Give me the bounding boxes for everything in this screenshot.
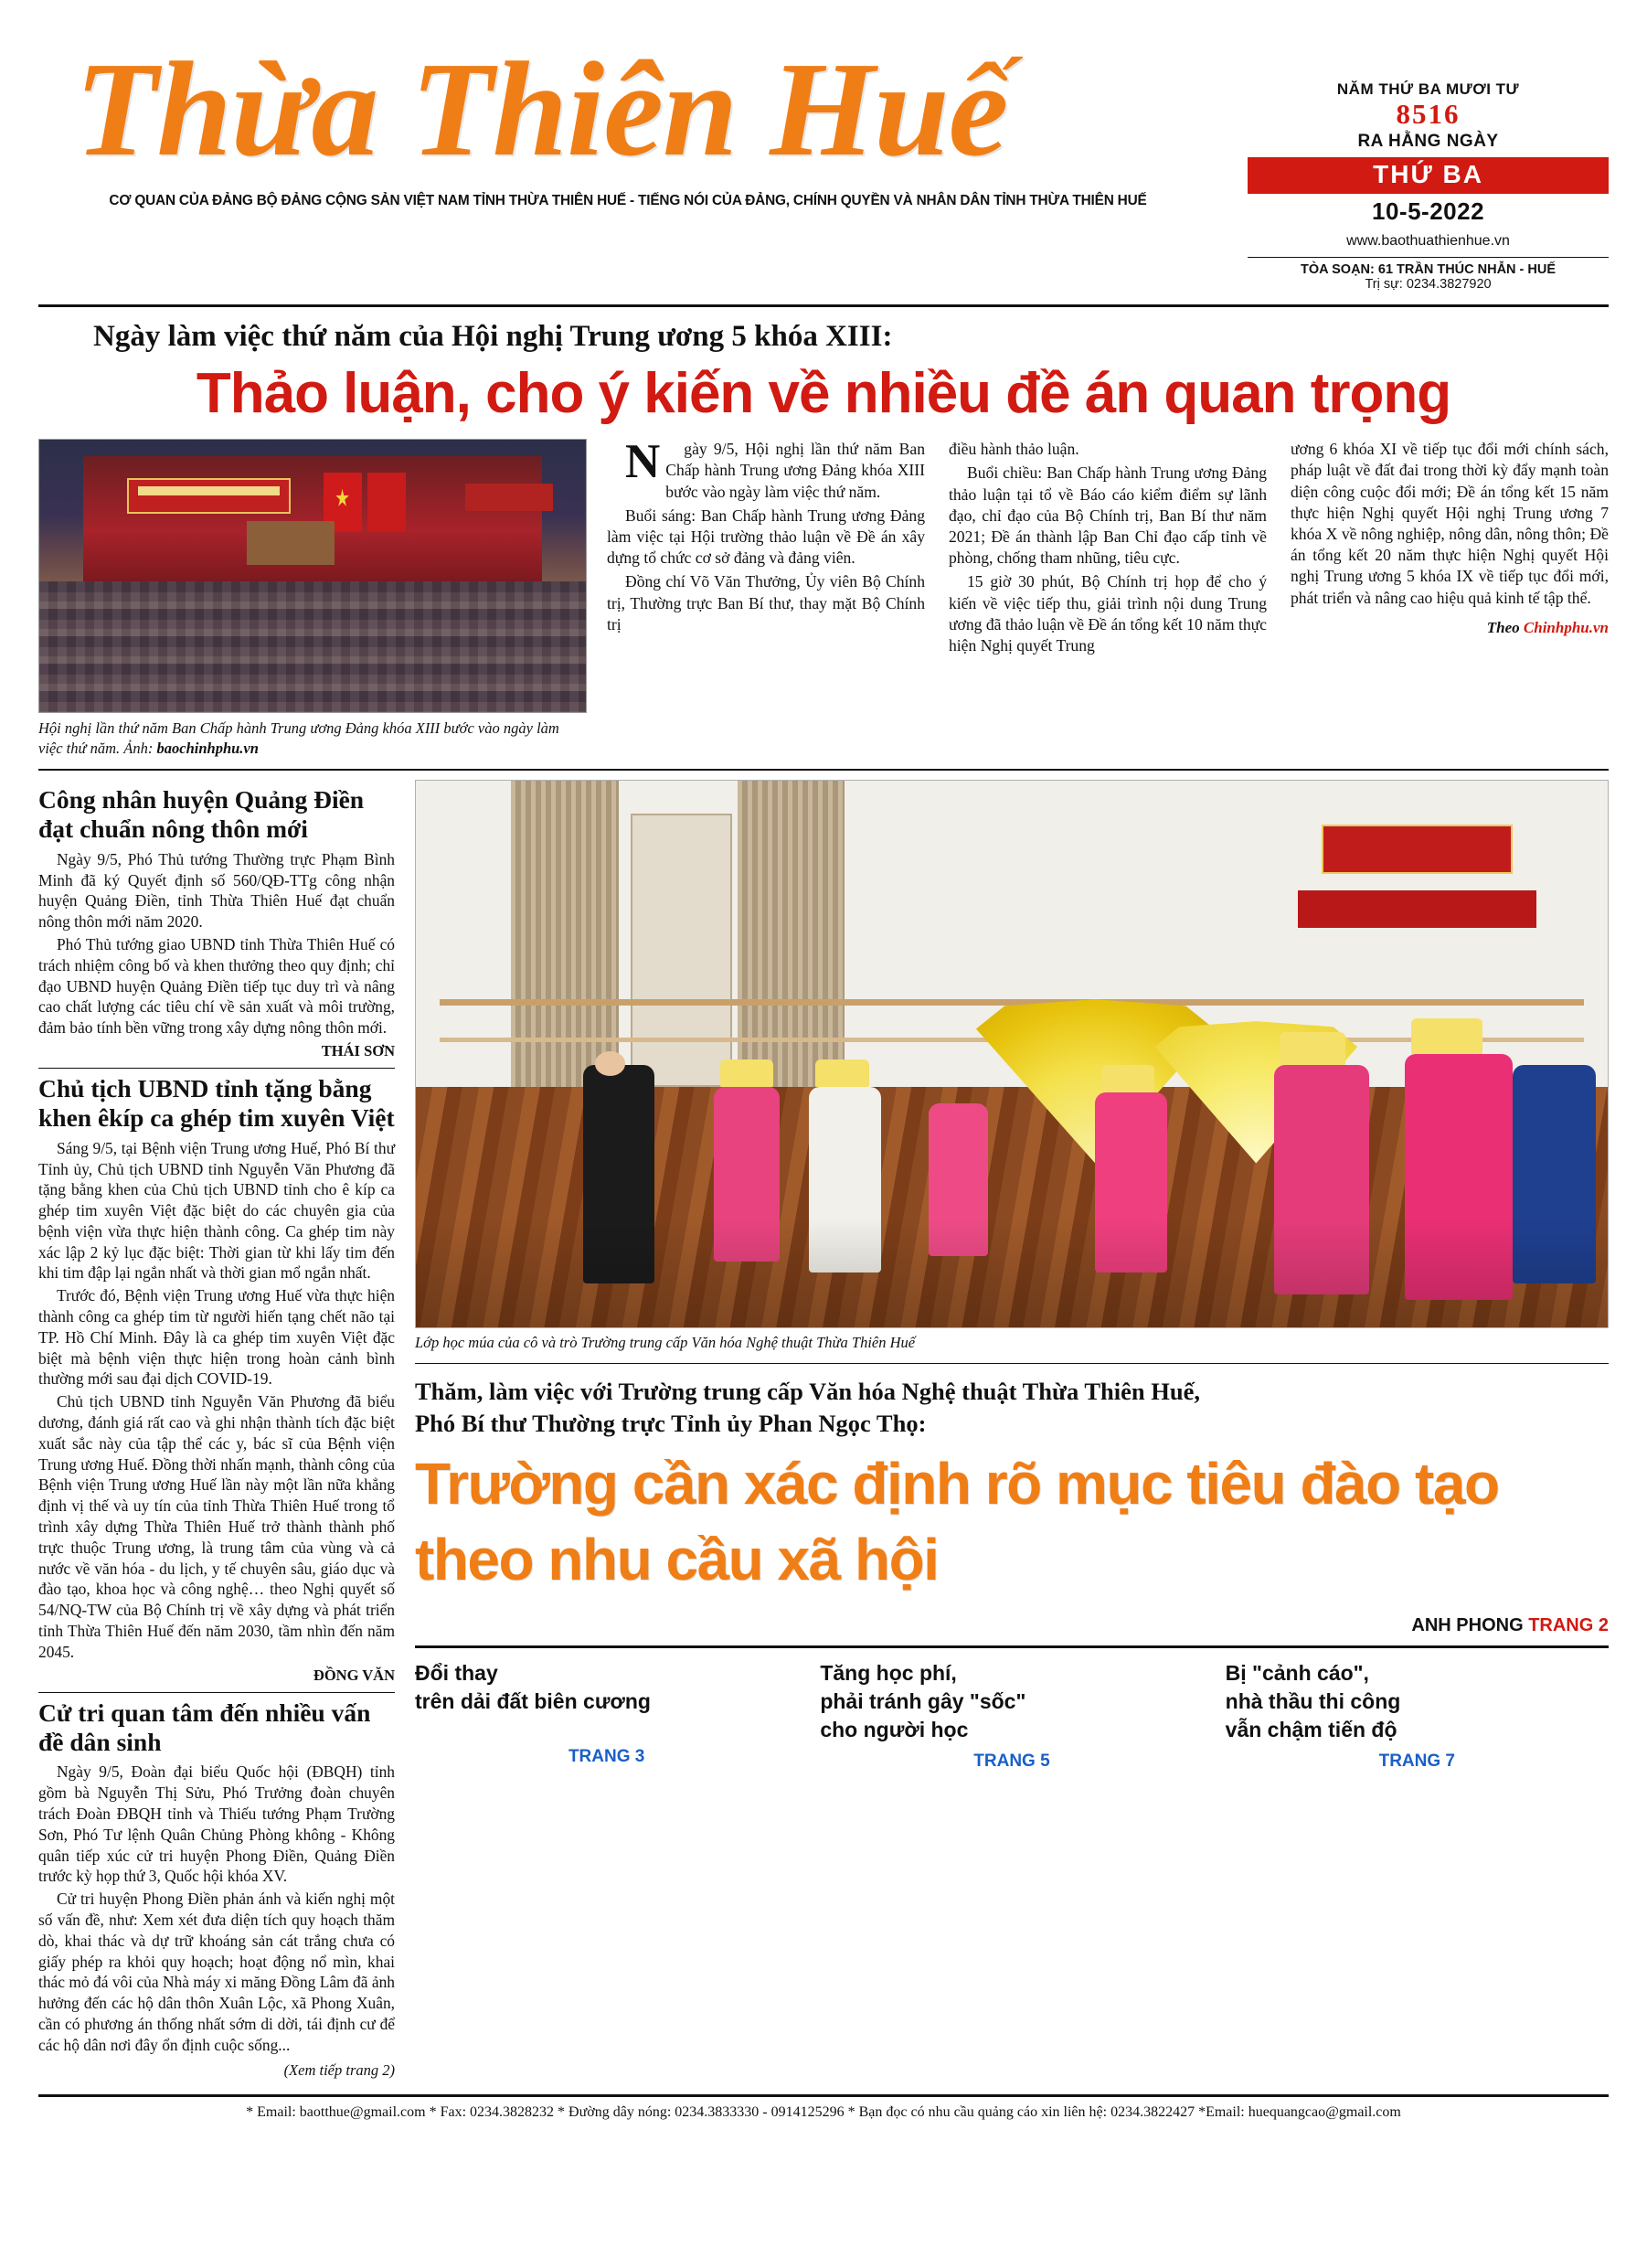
- weekday-badge: THỨ BA: [1248, 157, 1609, 194]
- lead-source-prefix: Theo: [1486, 618, 1524, 636]
- masthead-divider: [38, 304, 1609, 307]
- lead-photo-caption: [38, 719, 587, 758]
- feature-kicker-line1: Thăm, làm việc với Trường trung cấp Văn hóa Nghệ thuật Thừa Thiên Huế,: [415, 1377, 1200, 1405]
- story-divider: [38, 1692, 395, 1693]
- feature-divider: [415, 1363, 1609, 1364]
- office-address: TÒA SOẠN: 61 TRẦN THÚC NHẪN - HUẾ: [1248, 257, 1609, 277]
- teaser-page-ref[interactable]: TRANG 3: [568, 1746, 645, 1766]
- teaser-line-1: Đổi thay: [415, 1660, 498, 1685]
- teaser-page-ref[interactable]: TRANG 5: [973, 1751, 1050, 1771]
- story-title[interactable]: Công nhân huyện Quảng Điền đạt chuẩn nông thôn mới: [38, 784, 365, 843]
- lead-column-1: [607, 435, 925, 758]
- story-paragraph: Ngày 9/5, Đoàn đại biểu Quốc hội (ĐBQH) tỉnh gồm bà Nguyễn Thị Sửu, Phó Trưởng đoàn chuyên trách Đoàn ĐBQH tỉnh và Thiếu tướng Phạm Trường Sơn, Phó Tư lệnh Quân Chủng Phòng không - Không quân tiếp xúc cử tri huyện Phong Điền, Quảng Điền trước kỳ họp thứ 3, Quốc hội khóa XV.: [38, 1762, 395, 1886]
- lead-column-3: [1291, 439, 1609, 758]
- story-body: [38, 1762, 395, 2055]
- lead-paragraph: 15 giờ 30 phút, Bộ Chính trị họp để cho ý kiến về việc tiếp thu, giải trình nội dung Trung ương đã thảo luận về Đề án tổng kết 10 năm thực hiện Nghị quyết Trung: [949, 572, 1267, 655]
- lead-paragraph: ương 6 khóa XI về tiếp tục đổi mới chính sách, pháp luật về đất đai trong thời kỳ đẩy mạnh toàn diện công cuộc đổi mới; Đề án tổng kết 15 năm thực hiện Nghị quyết Hội nghị Trung ương 7 khóa X về nông nghiệp, nông dân, nông thôn; Đề án tổng kết 20 năm thực hiện Nghị quyết Hội nghị Trung ương 5 khóa IX về tiếp tục đổi mới, phát triển và nâng cao hiệu quả kinh tế tập thể.: [1291, 440, 1609, 607]
- feature-headline-line2[interactable]: theo nhu cầu xã hội: [415, 1527, 939, 1593]
- masthead-info: [1248, 44, 1609, 292]
- teaser-page-ref[interactable]: TRANG 7: [1378, 1751, 1456, 1771]
- right-column: [415, 780, 1609, 2080]
- teaser-item[interactable]: [820, 1659, 1203, 1772]
- lead-bottom-divider: [38, 769, 1609, 771]
- story-byline: THÁI SƠN: [321, 1041, 395, 1059]
- lead-text-columns: [607, 435, 1609, 758]
- left-column: [38, 780, 395, 2080]
- feature-photo-caption: Lớp học múa của cô và trò Trường trung cấp Văn hóa Nghệ thuật Thừa Thiên Huế: [415, 1333, 916, 1351]
- lead-column-2: [949, 439, 1267, 758]
- story-paragraph: Cử tri huyện Phong Điền phản ánh và kiến nghị một số vấn đề, như: Xem xét đưa diện tích quy hoạch thăm dò, khai thác và dự trữ khoáng sản cát trắng chưa có giấy phép ra khỏi quy hoạch; hoạt động nổ mìn, khai thác mỏ đá vôi của Nhà máy xi măng Đồng Lâm đã ảnh hưởng đến các hộ dân thôn Xuân Lộc, xã Phong Xuân, cần có phương án thống nhất sớm di dời, tái định cư để các hộ dân nơi đây ổn định cuộc sống...: [38, 1890, 395, 2054]
- teaser-row: [415, 1659, 1609, 1772]
- lead-photo-caption-text: Hội nghị lần thứ năm Ban Chấp hành Trung ương Đảng khóa XIII bước vào ngày làm việc thứ năm. Ảnh:: [38, 719, 559, 757]
- teaser-line-2: trên dải đất biên cương: [415, 1688, 651, 1713]
- publication-date: 10-5-2022: [1372, 197, 1485, 226]
- story-paragraph: Trước đó, Bệnh viện Trung ương Huế vừa thực hiện thành công ca ghép tim từ người hiến tạng chết não tại TP. Hồ Chí Minh. Đây là ca ghép tim xuyên Việt đặc biệt mà bệnh viện thực hiện trong hoàn cảnh bình thường mới sau đại dịch COVID-19.: [38, 1286, 395, 1389]
- conference-hall-photo: [38, 439, 587, 713]
- feature-byline: [415, 1615, 1609, 1636]
- teaser-line-3: vẫn chậm tiến độ: [1225, 1717, 1397, 1741]
- teaser-line-2: phải tránh gây "sốc": [820, 1688, 1026, 1713]
- lead-paragraph: Buổi chiều: Ban Chấp hành Trung ương Đảng thảo luận tại tổ về Báo cáo kiểm điểm sự lãnh đạo, chỉ đạo của Bộ Chính trị, Ban Bí thư năm 2021; Đề án thành lập Ban Chỉ đạo cấp tỉnh về phòng, chống tham nhũng, tiêu cực.: [949, 463, 1267, 568]
- lead-photo-credit: baochinhphu.vn: [156, 739, 259, 757]
- story-title[interactable]: Chủ tịch UBND tỉnh tặng bằng khen êkíp ca ghép tim xuyên Việt: [38, 1073, 395, 1132]
- teaser-divider: [415, 1645, 1609, 1648]
- story-paragraph: Phó Thủ tướng giao UBND tỉnh Thừa Thiên Huế có trách nhiệm công bố và khen thưởng theo quy định; chỉ đạo UBND huyện Quảng Điền tiếp tục duy trì và nâng cao chất lượng các tiêu chí về sản xuất và môi trường, đảm bảo tính bền vững trong xây dựng nông thôn mới.: [38, 934, 395, 1038]
- story-paragraph: Ngày 9/5, Phó Thủ tướng Thường trực Phạm Bình Minh đã ký Quyết định số 560/QĐ-TTg công nhận huyện Quảng Điền, tỉnh Thừa Thiên Huế đạt chuẩn nông thôn mới năm 2020.: [38, 849, 395, 932]
- masthead-left: [38, 35, 1248, 209]
- story-cu-tri: [38, 1698, 395, 2080]
- paper-subtitle: CƠ QUAN CỦA ĐẢNG BỘ ĐẢNG CỘNG SẢN VIỆT NAM TỈNH THỪA THIÊN HUẾ - TIẾNG NÓI CỦA ĐẢNG, CHÍNH QUYỀN VÀ NHÂN DÂN TỈNH THỪA THIÊN HUẾ: [109, 193, 1147, 209]
- lead-source: [1291, 618, 1609, 638]
- lead-paragraph: Ngày 9/5, Hội nghị lần thứ năm Ban Chấp hành Trung ương Đảng khóa XIII bước vào ngày làm việc thứ năm.: [625, 435, 925, 501]
- lead-story: [38, 435, 1609, 758]
- feature-author: ANH PHONG: [1411, 1614, 1524, 1635]
- publication-frequency: RA HẰNG NGÀY: [1357, 132, 1499, 152]
- issue-year-line: NĂM THỨ BA MƯƠI TƯ: [1336, 80, 1520, 98]
- story-byline: ĐỒNG VĂN: [313, 1666, 395, 1684]
- lead-paragraph: điều hành thảo luận.: [949, 440, 1079, 459]
- issue-number: 8516: [1396, 98, 1461, 130]
- teaser-line-1: Tăng học phí,: [820, 1660, 957, 1685]
- teaser-line-1: Bị "cảnh cáo",: [1225, 1660, 1369, 1685]
- feature-headline-line1[interactable]: Trường cần xác định rõ mục tiêu đào tạo: [415, 1451, 1499, 1517]
- story-divider: [38, 1068, 395, 1069]
- story-quang-dien: [38, 785, 395, 1060]
- dance-class-photo: [415, 780, 1609, 1328]
- story-body: [38, 1138, 395, 1663]
- lead-headline[interactable]: Thảo luận, cho ý kiến về nhiều đề án quan trọng: [196, 362, 1451, 426]
- paper-title: Thừa Thiên Huế: [75, 35, 1008, 185]
- teaser-line-3: cho người học: [820, 1717, 969, 1741]
- masthead: [38, 27, 1609, 292]
- feature-page-ref[interactable]: TRANG 2: [1528, 1614, 1609, 1635]
- website-link[interactable]: www.baothuathienhue.vn: [1346, 233, 1510, 250]
- office-phone: Trị sự: 0234.3827920: [1365, 277, 1492, 293]
- lead-paragraph: Đồng chí Võ Văn Thưởng, Ủy viên Bộ Chính trị, Thường trực Ban Bí thư, thay mặt Bộ Chính trị: [607, 572, 925, 634]
- story-paragraph: Chủ tịch UBND tỉnh Nguyễn Văn Phương đã biểu dương, đánh giá rất cao và ghi nhận thành tích đặc biệt xuất sắc này của tập thể các y, bác sĩ của Bệnh viện Trung ương Huế. Đồng thời nhấn mạnh, thành công của Bệnh viện Trung ương Huế lần này một lần nữa khẳng định vị thế và uy tín của tỉnh Thừa Thiên Huế trong tổ trình xây dựng Thừa Thiên Huế trở thành thành phố trực thuộc Trung ương, là trung tâm của vùng và cả nước về văn hóa - du lịch, y tế chuyên sâu, giáo dục và đào tạo, khoa học và công nghệ… theo Nghị quyết số 54/NQ-TW của Bộ Chính trị về xây dựng và phát triển tỉnh Thừa Thiên Huế đến năm 2030, tầm nhìn đến năm 2045.: [38, 1392, 395, 1661]
- story-paragraph: Sáng 9/5, tại Bệnh viện Trung ương Huế, Phó Bí thư Tỉnh ủy, Chủ tịch UBND tỉnh Nguyễn Văn Phương đã tặng bằng khen của Chủ tịch UBND tỉnh cho ê kíp ca ghép tim xuyên Việt đặc biệt do các chuyên gia của bệnh viện vừa thực hiện thành công. Ca ghép tim này xác lập 2 kỷ lục đặc biệt: Thời gian từ khi lấy tim đến khi tim đập lại ngắn nhất và thời gian mổ ngắn nhất.: [38, 1138, 395, 1283]
- lead-kicker: Ngày làm việc thứ năm của Hội nghị Trung ương 5 khóa XIII:: [93, 320, 893, 354]
- lead-photo-block: [38, 439, 587, 758]
- teaser-line-2: nhà thầu thi công: [1225, 1688, 1401, 1713]
- story-body: [38, 849, 395, 1038]
- body-grid: [38, 780, 1609, 2080]
- story-title[interactable]: Cử tri quan tâm đến nhiều vấn đề dân sinh: [38, 1698, 371, 1756]
- lead-paragraph: Buổi sáng: Ban Chấp hành Trung ương Đảng làm việc tại Hội trường thảo luận về Đề án xây dựng tổ chức cơ sở đảng và đảng viên.: [607, 506, 925, 568]
- teaser-item[interactable]: [1226, 1659, 1609, 1772]
- feature-kicker-line2: Phó Bí thư Thường trực Tỉnh ủy Phan Ngọc Thọ:: [415, 1410, 927, 1438]
- footer-contact: * Email: baotthue@gmail.com * Fax: 0234.3828232 * Đường dây nóng: 0234.3833330 - 0914125296 * Bạn đọc có nhu cầu quảng cáo xin liên hệ: 0234.3822427 *Email: huequangcao@gmail.com: [246, 2103, 1401, 2120]
- teaser-item[interactable]: [415, 1659, 798, 1772]
- continued-note[interactable]: (Xem tiếp trang 2): [283, 2060, 395, 2079]
- story-ghep-tim: [38, 1074, 395, 1685]
- lead-source-name: Chinhphu.vn: [1523, 618, 1609, 636]
